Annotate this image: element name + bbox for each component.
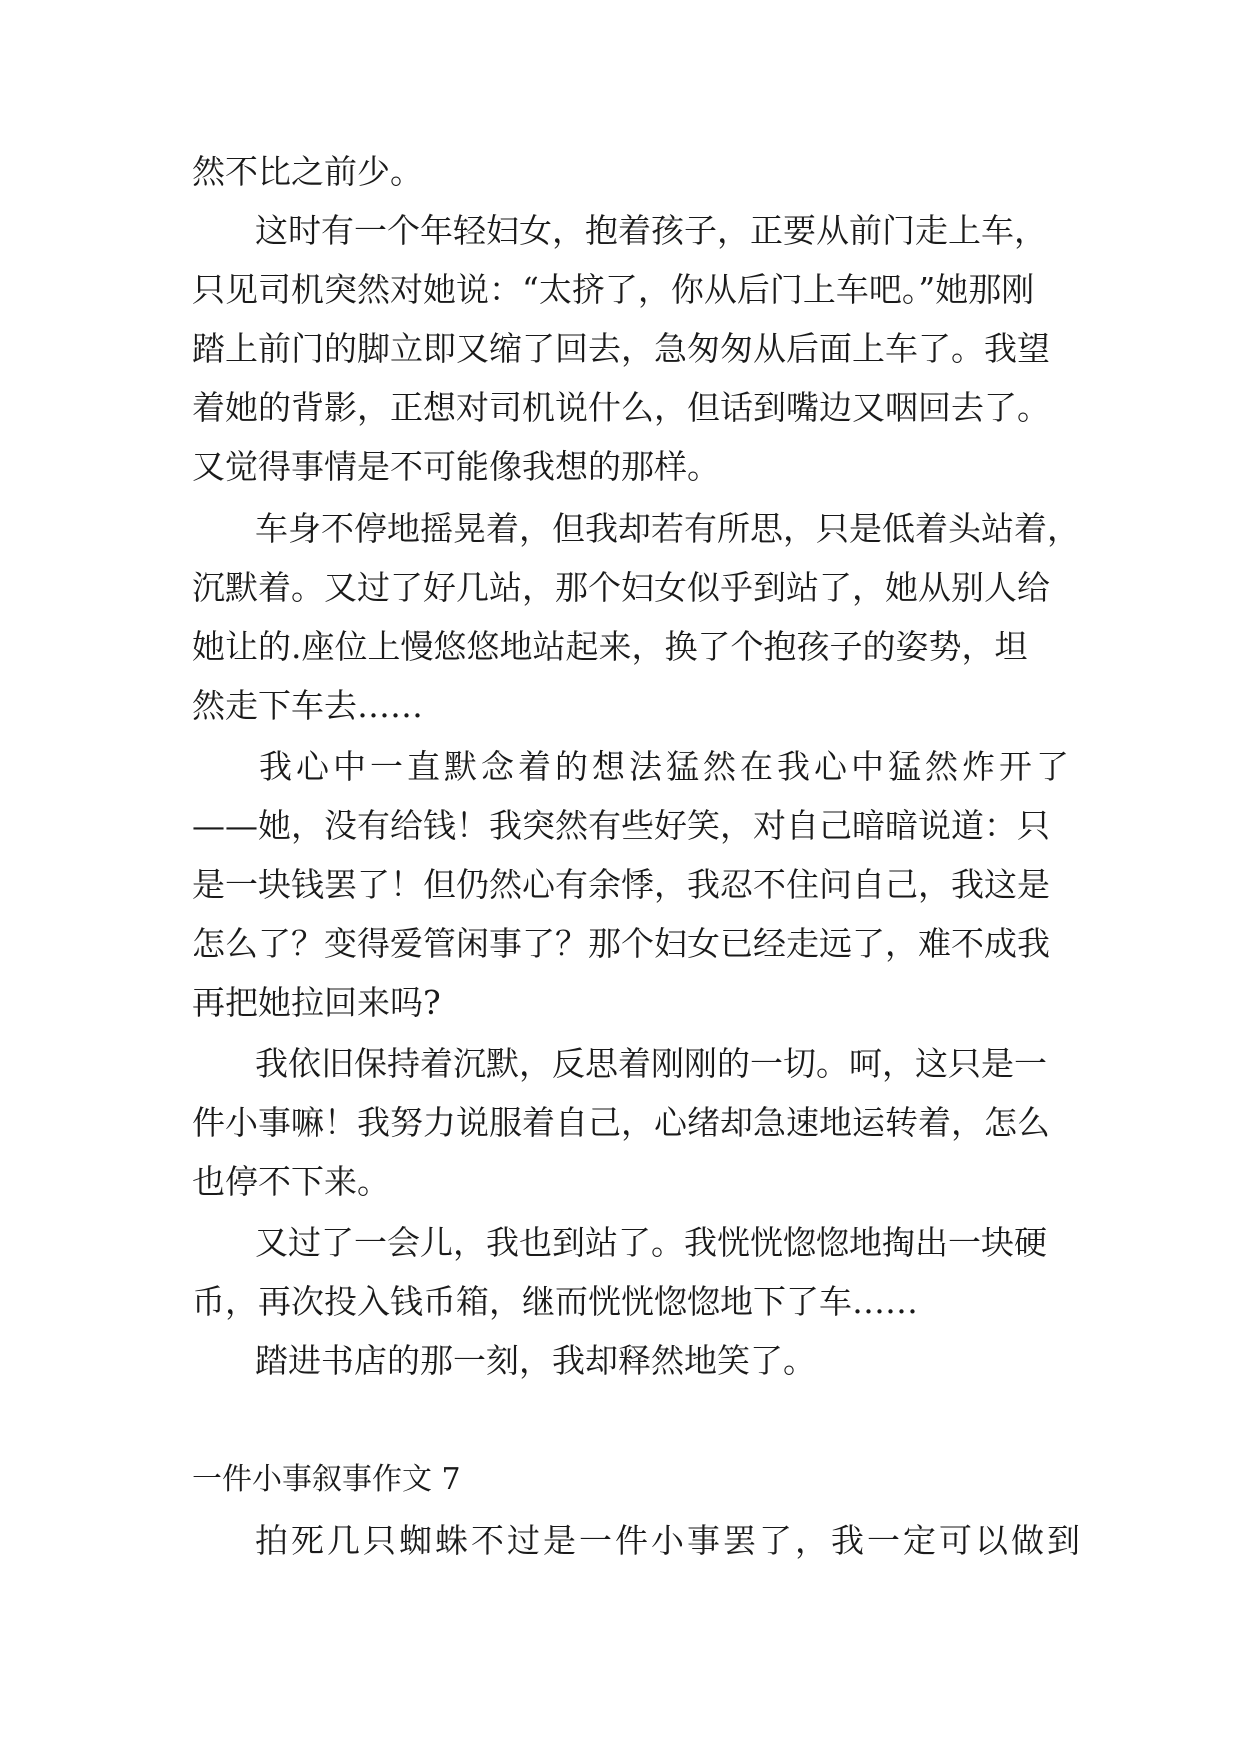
text-line: 也停不下来。 [192, 1162, 390, 1201]
text-line: 然走下车去…… [192, 686, 423, 725]
text-line: 然不比之前少。 [192, 152, 423, 191]
text-line: 再把她拉回来吗? [192, 983, 441, 1022]
text-line: 拍死几只蜘蛛不过是一件小事罢了，我一定可以做到 [255, 1521, 1083, 1560]
text-line: 只见司机突然对她说：“太挤了，你从后门上车吧。”她那刚 [192, 270, 1035, 309]
text-line: 她让的.座位上慢悠悠地站起来，换了个抱孩子的姿势，坦 [192, 627, 1028, 666]
text-line: 踏进书店的那一刻，我却释然地笑了。 [255, 1341, 816, 1380]
text-line: 我依旧保持着沉默，反思着刚刚的一切。呵，这只是一 [255, 1044, 1047, 1083]
text-line: ——她，没有给钱！我突然有些好笑，对自己暗暗说道：只 [192, 806, 1050, 845]
text-line: 又过了一会儿，我也到站了。我恍恍惚惚地掏出一块硬 [255, 1223, 1047, 1262]
text-line: 怎么了？变得爱管闲事了？那个妇女已经走远了，难不成我 [192, 924, 1050, 963]
text-line: 踏上前门的脚立即又缩了回去，急匆匆从后面上车了。我望 [192, 329, 1050, 368]
text-line: 车身不停地摇晃着，但我却若有所思，只是低着头站着， [255, 509, 1080, 548]
text-line: 着她的背影，正想对司机说什么，但话到嘴边又咽回去了。 [192, 388, 1050, 427]
text-line: 是一块钱罢了！但仍然心有余悸，我忍不住问自己，我这是 [192, 865, 1050, 904]
text-line: 币，再次投入钱币箱，继而恍恍惚惚地下了车…… [192, 1282, 918, 1321]
text-line: 我心中一直默念着的想法猛然在我心中猛然炸开了 [259, 747, 1073, 786]
text-line: 又觉得事情是不可能像我想的那样。 [192, 447, 720, 486]
text-line: 沉默着。又过了好几站，那个妇女似乎到站了，她从别人给 [192, 568, 1050, 607]
text-line: 这时有一个年轻妇女，抱着孩子，正要从前门走上车， [255, 211, 1047, 250]
section-title: 一件小事叙事作文 7 [192, 1462, 461, 1497]
text-line: 件小事嘛！我努力说服着自己，心绪却急速地运转着，怎么 [192, 1103, 1050, 1142]
